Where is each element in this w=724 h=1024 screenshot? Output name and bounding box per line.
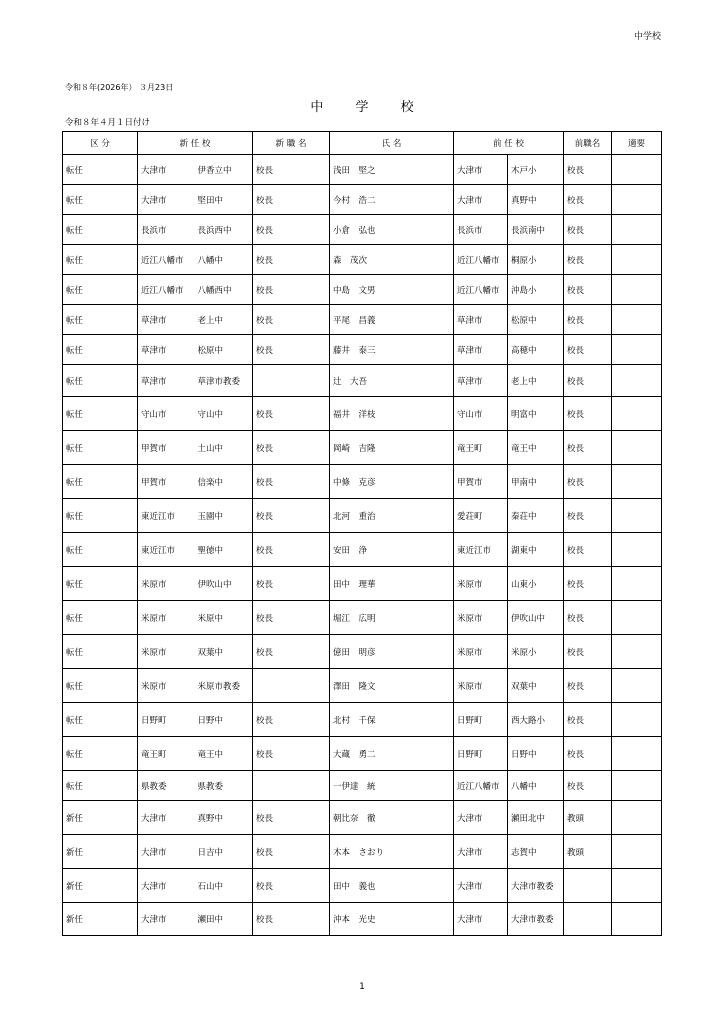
new-school-cell: 双葉中 [195,635,253,669]
kubun-cell: 転任 [63,567,138,601]
new-city-cell: 東近江市 [138,499,195,533]
name-cell: 岡崎 吉隆 [330,431,454,465]
prev-city-cell: 草津市 [454,365,508,397]
note-cell [612,801,662,835]
new-city-cell: 守山市 [138,397,195,431]
new-post-cell: 校長 [253,155,330,185]
table-row [63,869,662,903]
note-cell [612,669,662,703]
col-header-new-school: 新 任 校 [138,132,253,155]
note-cell [612,703,662,737]
note-cell [612,365,662,397]
name-cell: 大蔵 勇二 [330,737,454,771]
new-post-cell: 校長 [253,465,330,499]
prev-post-cell: 校長 [564,465,612,499]
prev-city-cell: 竜王町 [454,431,508,465]
kubun-cell: 転任 [63,431,138,465]
new-city-cell: 大津市 [138,155,195,185]
table-row [63,635,662,669]
note-cell [612,869,662,903]
prev-post-cell: 教頭 [564,835,612,869]
col-header-name: 氏 名 [330,132,454,155]
prev-post-cell: 校長 [564,635,612,669]
table-row [63,801,662,835]
new-city-cell: 日野町 [138,703,195,737]
new-post-cell [253,365,330,397]
note-cell [612,601,662,635]
new-school-cell: 瀬田中 [195,903,253,936]
table-body [63,155,662,936]
prev-school-cell: 湖東中 [508,533,564,567]
new-city-cell: 甲賀市 [138,465,195,499]
new-city-cell: 近江八幡市 [138,275,195,305]
note-cell [612,835,662,869]
name-cell: 木本 さおり [330,835,454,869]
page-number: 1 [359,982,365,992]
prev-city-cell: 近江八幡市 [454,771,508,801]
note-cell [612,397,662,431]
note-cell [612,465,662,499]
prev-post-cell: 校長 [564,275,612,305]
new-school-cell: 聖徳中 [195,533,253,567]
new-post-cell: 校長 [253,567,330,601]
new-post-cell: 校長 [253,499,330,533]
kubun-cell: 転任 [63,703,138,737]
new-city-cell: 近江八幡市 [138,245,195,275]
prev-school-cell: 竜王中 [508,431,564,465]
kubun-cell: 新任 [63,869,138,903]
note-cell [612,635,662,669]
kubun-cell: 転任 [63,533,138,567]
kubun-cell: 新任 [63,903,138,936]
name-cell: 一伊達 統 [330,771,454,801]
new-post-cell [253,771,330,801]
prev-post-cell: 校長 [564,305,612,335]
name-cell: 北河 重治 [330,499,454,533]
table-row [63,771,662,801]
prev-school-cell: 伊吹山中 [508,601,564,635]
new-city-cell: 米原市 [138,635,195,669]
prev-school-cell: 高穂中 [508,335,564,365]
kubun-cell: 転任 [63,669,138,703]
prev-school-cell: 木戸小 [508,155,564,185]
name-cell: 安田 浄 [330,533,454,567]
table-row [63,215,662,245]
kubun-cell: 転任 [63,185,138,215]
prev-city-cell: 大津市 [454,185,508,215]
table-row [63,835,662,869]
table-row [63,155,662,185]
name-cell: 田中 義也 [330,869,454,903]
note-cell [612,533,662,567]
note-cell [612,305,662,335]
prev-school-cell: 西大路小 [508,703,564,737]
new-post-cell: 校長 [253,703,330,737]
new-city-cell: 県教委 [138,771,195,801]
name-cell: 小倉 弘也 [330,215,454,245]
new-school-cell: 米原中 [195,601,253,635]
table-row [63,365,662,397]
prev-city-cell: 米原市 [454,635,508,669]
prev-post-cell: 校長 [564,155,612,185]
name-cell: 今村 浩二 [330,185,454,215]
table-row [63,185,662,215]
name-cell: 北村 千保 [330,703,454,737]
new-post-cell: 校長 [253,801,330,835]
prev-school-cell: 沖島小 [508,275,564,305]
prev-school-cell: 真野中 [508,185,564,215]
prev-city-cell: 大津市 [454,155,508,185]
new-post-cell: 校長 [253,185,330,215]
kubun-cell: 転任 [63,305,138,335]
table-row [63,567,662,601]
page-header-section: 中学校 [633,32,661,42]
prev-post-cell: 校長 [564,335,612,365]
kubun-cell: 新任 [63,835,138,869]
prev-post-cell: 校長 [564,499,612,533]
prev-school-cell: 八幡中 [508,771,564,801]
table-row [63,245,662,275]
prev-school-cell: 双葉中 [508,669,564,703]
new-post-cell: 校長 [253,431,330,465]
table-row [63,431,662,465]
name-cell: 浅田 堅之 [330,155,454,185]
prev-city-cell: 草津市 [454,335,508,365]
personnel-table [62,131,662,936]
table-row [63,903,662,936]
prev-city-cell: 長浜市 [454,215,508,245]
prev-school-cell: 明富中 [508,397,564,431]
new-post-cell: 校長 [253,635,330,669]
new-city-cell: 大津市 [138,185,195,215]
name-cell: 朝比奈 徹 [330,801,454,835]
new-school-cell: 真野中 [195,801,253,835]
prev-city-cell: 守山市 [454,397,508,431]
prev-school-cell: 米原小 [508,635,564,669]
col-header-new-post: 新 職 名 [253,132,330,155]
prev-city-cell: 甲賀市 [454,465,508,499]
prev-city-cell: 東近江市 [454,533,508,567]
kubun-cell: 転任 [63,465,138,499]
new-school-cell: 日野中 [195,703,253,737]
prev-school-cell: 志賀中 [508,835,564,869]
kubun-cell: 転任 [63,771,138,801]
kubun-cell: 転任 [63,737,138,771]
prev-city-cell: 日野町 [454,703,508,737]
note-cell [612,185,662,215]
new-school-cell: 守山中 [195,397,253,431]
prev-school-cell: 老上中 [508,365,564,397]
kubun-cell: 転任 [63,215,138,245]
prev-post-cell: 校長 [564,215,612,245]
prev-school-cell: 長浜南中 [508,215,564,245]
new-city-cell: 大津市 [138,835,195,869]
new-post-cell: 校長 [253,835,330,869]
new-school-cell: 伊吹山中 [195,567,253,601]
col-header-kubun: 区 分 [63,132,138,155]
kubun-cell: 転任 [63,245,138,275]
new-school-cell: 長浜西中 [195,215,253,245]
new-city-cell: 甲賀市 [138,431,195,465]
kubun-cell: 転任 [63,365,138,397]
prev-post-cell: 教頭 [564,801,612,835]
prev-school-cell: 瀬田北中 [508,801,564,835]
prev-city-cell: 日野町 [454,737,508,771]
table-row [63,305,662,335]
note-cell [612,567,662,601]
name-cell: 田中 理華 [330,567,454,601]
new-post-cell: 校長 [253,601,330,635]
name-cell: 堀江 広明 [330,601,454,635]
note-cell [612,771,662,801]
table-row [63,737,662,771]
page-title: 中 学 校 [310,100,428,115]
note-cell [612,737,662,771]
new-school-cell: 草津市教委 [195,365,253,397]
prev-city-cell: 草津市 [454,305,508,335]
new-school-cell: 石山中 [195,869,253,903]
prev-post-cell: 校長 [564,431,612,465]
name-cell: 藤井 泰三 [330,335,454,365]
new-city-cell: 草津市 [138,335,195,365]
table-row [63,601,662,635]
prev-city-cell: 近江八幡市 [454,275,508,305]
new-post-cell: 校長 [253,737,330,771]
col-header-prev-post: 前職名 [564,132,612,155]
prev-school-cell: 甲南中 [508,465,564,499]
new-school-cell: 米原市教委 [195,669,253,703]
note-cell [612,499,662,533]
kubun-cell: 転任 [63,335,138,365]
new-city-cell: 大津市 [138,903,195,936]
prev-school-cell: 秦荘中 [508,499,564,533]
name-cell: 中島 文男 [330,275,454,305]
prev-school-cell: 山東小 [508,567,564,601]
new-school-cell: 松原中 [195,335,253,365]
new-city-cell: 東近江市 [138,533,195,567]
prev-post-cell: 校長 [564,737,612,771]
new-city-cell: 大津市 [138,801,195,835]
new-post-cell: 校長 [253,245,330,275]
new-school-cell: 竜王中 [195,737,253,771]
prev-post-cell: 校長 [564,669,612,703]
table-row [63,669,662,703]
new-school-cell: 八幡西中 [195,275,253,305]
kubun-cell: 転任 [63,601,138,635]
prev-post-cell [564,869,612,903]
prev-post-cell: 校長 [564,365,612,397]
prev-post-cell: 校長 [564,703,612,737]
table-row [63,499,662,533]
name-cell: 辻 大吾 [330,365,454,397]
new-school-cell: 日吉中 [195,835,253,869]
prev-city-cell: 米原市 [454,669,508,703]
new-post-cell: 校長 [253,305,330,335]
note-cell [612,275,662,305]
note-cell [612,215,662,245]
name-cell: 澤田 隆文 [330,669,454,703]
table-row [63,465,662,499]
new-city-cell: 草津市 [138,365,195,397]
new-post-cell: 校長 [253,335,330,365]
prev-city-cell: 大津市 [454,801,508,835]
name-cell: 森 茂次 [330,245,454,275]
table-row [63,533,662,567]
prev-post-cell: 校長 [564,567,612,601]
new-city-cell: 草津市 [138,305,195,335]
new-city-cell: 大津市 [138,869,195,903]
prev-city-cell: 近江八幡市 [454,245,508,275]
prev-post-cell: 校長 [564,185,612,215]
name-cell: 平尾 昌義 [330,305,454,335]
prev-city-cell: 大津市 [454,869,508,903]
note-cell [612,903,662,936]
prev-city-cell: 大津市 [454,903,508,936]
prev-city-cell: 米原市 [454,567,508,601]
new-city-cell: 竜王町 [138,737,195,771]
table-row [63,275,662,305]
new-post-cell: 校長 [253,397,330,431]
prev-post-cell: 校長 [564,533,612,567]
new-school-cell: 県教委 [195,771,253,801]
kubun-cell: 転任 [63,499,138,533]
new-post-cell: 校長 [253,869,330,903]
name-cell: 中條 克彦 [330,465,454,499]
new-school-cell: 八幡中 [195,245,253,275]
prev-post-cell: 校長 [564,601,612,635]
name-cell: 億田 明彦 [330,635,454,669]
name-cell: 沖本 光史 [330,903,454,936]
kubun-cell: 転任 [63,635,138,669]
prev-school-cell: 桐原小 [508,245,564,275]
new-city-cell: 米原市 [138,601,195,635]
note-cell [612,335,662,365]
prev-school-cell: 松原中 [508,305,564,335]
table-header-row [63,132,662,155]
prev-post-cell [564,903,612,936]
prev-post-cell: 校長 [564,397,612,431]
new-post-cell: 校長 [253,903,330,936]
new-post-cell: 校長 [253,275,330,305]
kubun-cell: 転任 [63,155,138,185]
new-school-cell: 老上中 [195,305,253,335]
new-post-cell: 校長 [253,533,330,567]
table-row [63,335,662,365]
note-cell [612,245,662,275]
new-post-cell [253,669,330,703]
note-cell [612,431,662,465]
kubun-cell: 転任 [63,397,138,431]
kubun-cell: 転任 [63,275,138,305]
prev-school-cell: 大津市教委 [508,869,564,903]
prev-city-cell: 愛荘町 [454,499,508,533]
new-post-cell: 校長 [253,215,330,245]
prev-post-cell: 校長 [564,245,612,275]
new-school-cell: 信楽中 [195,465,253,499]
new-school-cell: 堅田中 [195,185,253,215]
new-city-cell: 米原市 [138,669,195,703]
new-city-cell: 長浜市 [138,215,195,245]
prev-city-cell: 大津市 [454,835,508,869]
new-school-cell: 玉園中 [195,499,253,533]
announcement-date: 令和８年(2026年） ３月23日 [65,83,174,92]
new-city-cell: 米原市 [138,567,195,601]
name-cell: 福井 洋枝 [330,397,454,431]
table-row [63,703,662,737]
effective-date: 令和８年４月１日付け [65,118,151,128]
kubun-cell: 新任 [63,801,138,835]
col-header-note: 適要 [612,132,662,155]
new-school-cell: 伊香立中 [195,155,253,185]
col-header-prev-school: 前 任 校 [454,132,564,155]
prev-post-cell: 校長 [564,771,612,801]
prev-school-cell: 大津市教委 [508,903,564,936]
table-row [63,397,662,431]
new-school-cell: 土山中 [195,431,253,465]
prev-city-cell: 米原市 [454,601,508,635]
prev-school-cell: 日野中 [508,737,564,771]
note-cell [612,155,662,185]
